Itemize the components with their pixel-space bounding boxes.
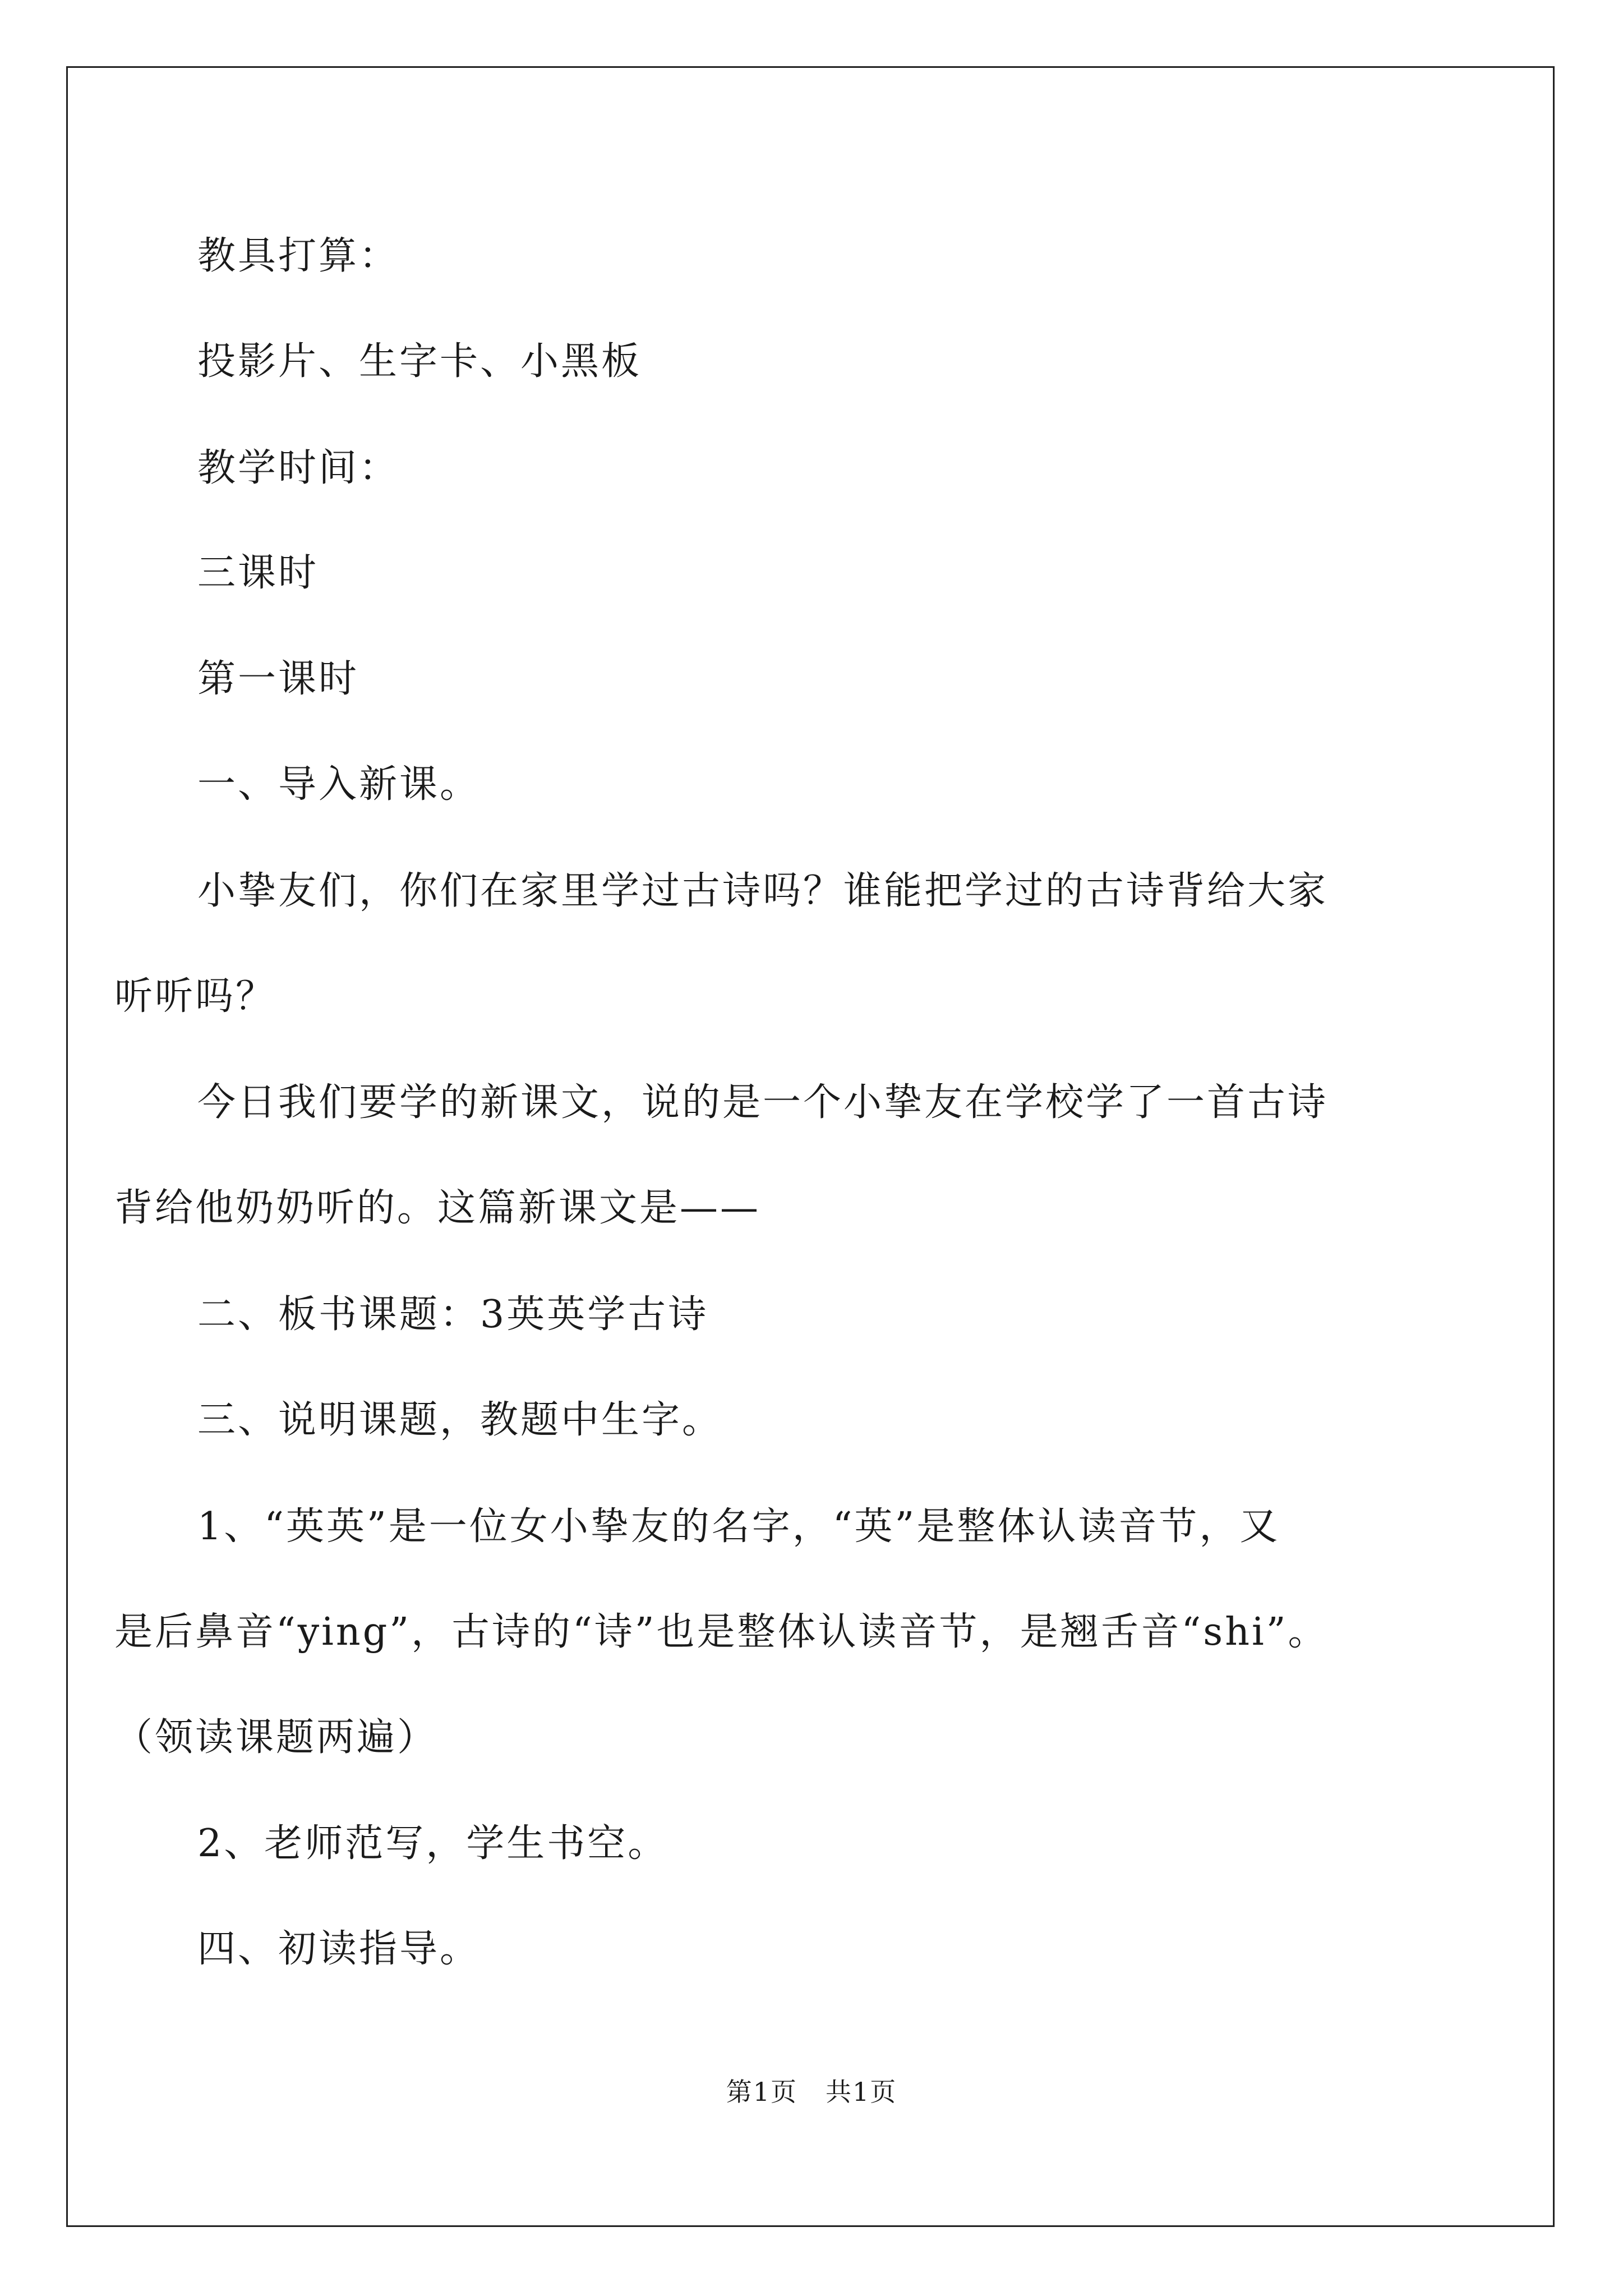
page-number-total: 共1页 xyxy=(826,2077,897,2107)
paragraph-step-one: 一、导入新课。 xyxy=(197,762,481,807)
page-border xyxy=(66,66,1555,2227)
paragraph-teaching-aids-heading: 教具打算： xyxy=(197,234,400,278)
page-footer xyxy=(0,2079,1623,2105)
paragraph-lesson-one: 第一课时 xyxy=(197,657,359,701)
paragraph-step-three: 三、说明课题，教题中生字。 xyxy=(197,1398,723,1442)
paragraph-step-four: 四、初读指导。 xyxy=(197,1927,481,1971)
paragraph-teaching-time-heading: 教学时间： xyxy=(197,446,400,490)
paragraph-intro-line-1: 小挚友们，你们在家里学过古诗吗？谁能把学过的古诗背给大家 xyxy=(197,869,1329,913)
paragraph-today-line-1: 今日我们要学的新课文，说的是一个小挚友在学校学了一首古诗 xyxy=(197,1080,1329,1125)
paragraph-today-line-2: 背给他奶奶听的。这篇新课文是—— xyxy=(114,1186,761,1230)
paragraph-item-one-line-2: 是后鼻音“ying”，古诗的“诗”也是整体认读音节，是翘舌音“shi”。 xyxy=(114,1610,1329,1654)
paragraph-intro-line-2: 听听吗？ xyxy=(114,974,276,1019)
paragraph-step-two: 二、板书课题：3英英学古诗 xyxy=(197,1292,709,1337)
page-number-current: 第1页 xyxy=(726,2077,797,2107)
paragraph-item-one-line-3: （领读课题两遍） xyxy=(114,1715,438,1760)
paragraph-item-two: 2、老师范写，学生书空。 xyxy=(197,1821,668,1866)
paragraph-teaching-aids: 投影片、生字卡、小黑板 xyxy=(197,339,642,384)
paragraph-teaching-time: 三课时 xyxy=(197,551,319,595)
paragraph-item-one-line-1: 1、“英英”是一位女小挚友的名字，“英”是整体认读音节，又 xyxy=(197,1504,1280,1549)
